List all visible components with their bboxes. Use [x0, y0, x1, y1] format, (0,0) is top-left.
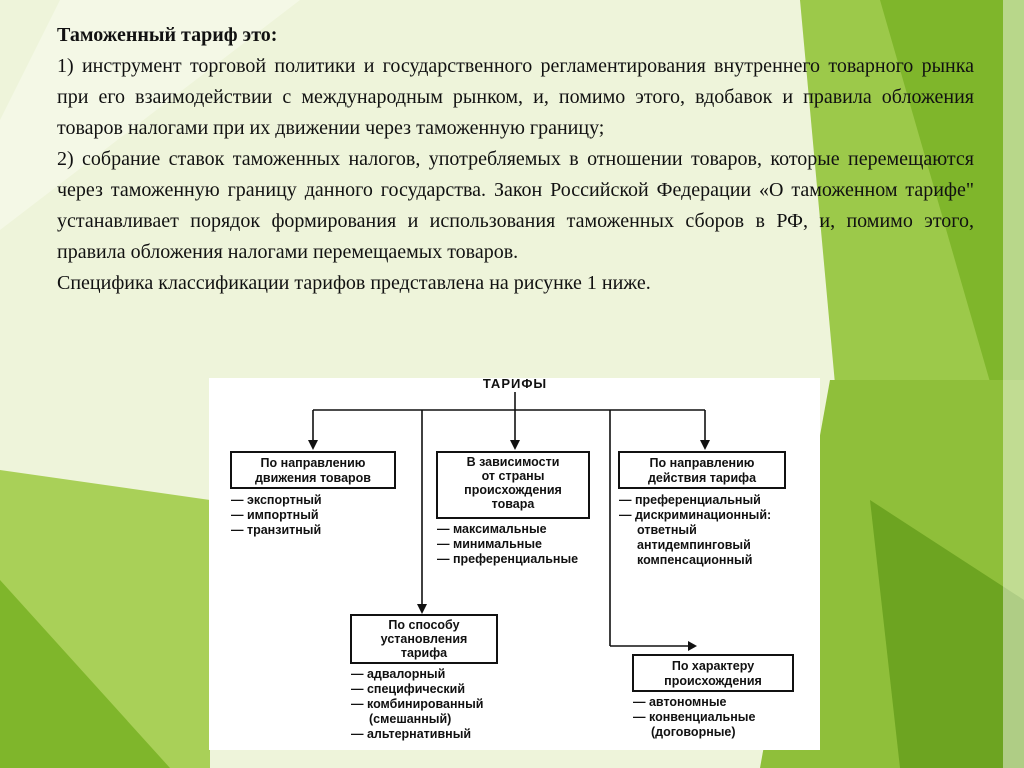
definition-text — [57, 20, 974, 299]
box-origin-title-2: от страны — [481, 469, 545, 483]
box-nature-title-1: По характеру — [671, 659, 755, 673]
nature-item-1: — автономные — [633, 695, 727, 709]
direction-item-2: — импортный — [231, 508, 319, 522]
box-origin-title-4: товара — [491, 497, 535, 511]
arrow-to-nature — [688, 641, 697, 651]
definition-paragraph-3: Специфика классификации тарифов представлена на рисунке 1 ниже. — [57, 272, 651, 294]
box-origin-title-1: В зависимости — [466, 455, 560, 469]
arrow-to-method — [417, 604, 427, 614]
nature-item-3: (договорные) — [651, 725, 736, 739]
box-method-title-2: установления — [380, 632, 468, 646]
diagram-root-label: ТАРИФЫ — [482, 378, 548, 391]
box-method-title-3: тарифа — [400, 646, 448, 660]
effect-item-3: ответный — [637, 523, 697, 537]
origin-item-2: — минимальные — [437, 537, 542, 551]
box-effect-title-2: действия тарифа — [647, 471, 757, 485]
arrow-to-direction — [308, 440, 318, 450]
definition-paragraph-2: 2) собрание ставок таможенных налогов, употребляемых в отношении товаров, которые перемещаются через таможенную границу данного государства. Закон Российской Федерации «О таможенном тарифе" устанавливает порядок формирования и использования таможенных сборов в РФ, и, помимо этого, правила обложения налогами перемещаемых товаров. — [57, 148, 974, 263]
method-item-3: — комбинированный — [351, 697, 484, 711]
arrow-to-origin — [510, 440, 520, 450]
effect-item-4: антидемпинговый — [637, 538, 751, 552]
effect-item-1: — преференциальный — [619, 493, 761, 507]
nature-item-2: — конвенциальные — [633, 710, 756, 724]
method-item-5: — альтернативный — [351, 727, 472, 741]
tariff-classification-figure — [209, 378, 820, 750]
box-direction-title-2: движения товаров — [255, 471, 371, 485]
direction-item-1: — экспортный — [231, 493, 322, 507]
method-item-4: (смешанный) — [369, 712, 452, 726]
box-method-title-1: По способу — [388, 618, 460, 632]
origin-item-3: — преференциальные — [437, 552, 579, 566]
definition-heading: Таможенный тариф это: — [57, 24, 278, 46]
box-direction-title-1: По направлению — [260, 456, 366, 470]
definition-paragraph-1: 1) инструмент торговой политики и государственного регламентирования внутреннего товарного рынка при его взаимодействии с международным рынком, и, помимо этого, вдобавок и правила обложения товаров налогами при их движении через таможенную границу; — [57, 55, 974, 139]
effect-item-2: — дискриминационный: — [619, 508, 772, 522]
box-effect-title-1: По направлению — [649, 456, 755, 470]
tariff-classification-diagram — [209, 378, 820, 750]
arrow-to-effect — [700, 440, 710, 450]
box-nature-title-2: происхождения — [664, 674, 762, 688]
direction-item-3: — транзитный — [231, 523, 322, 537]
box-origin-title-3: происхождения — [464, 483, 562, 497]
method-item-1: — адвалорный — [351, 667, 446, 681]
effect-item-5: компенсационный — [637, 553, 753, 567]
method-item-2: — специфический — [351, 682, 466, 696]
origin-item-1: — максимальные — [437, 522, 547, 536]
